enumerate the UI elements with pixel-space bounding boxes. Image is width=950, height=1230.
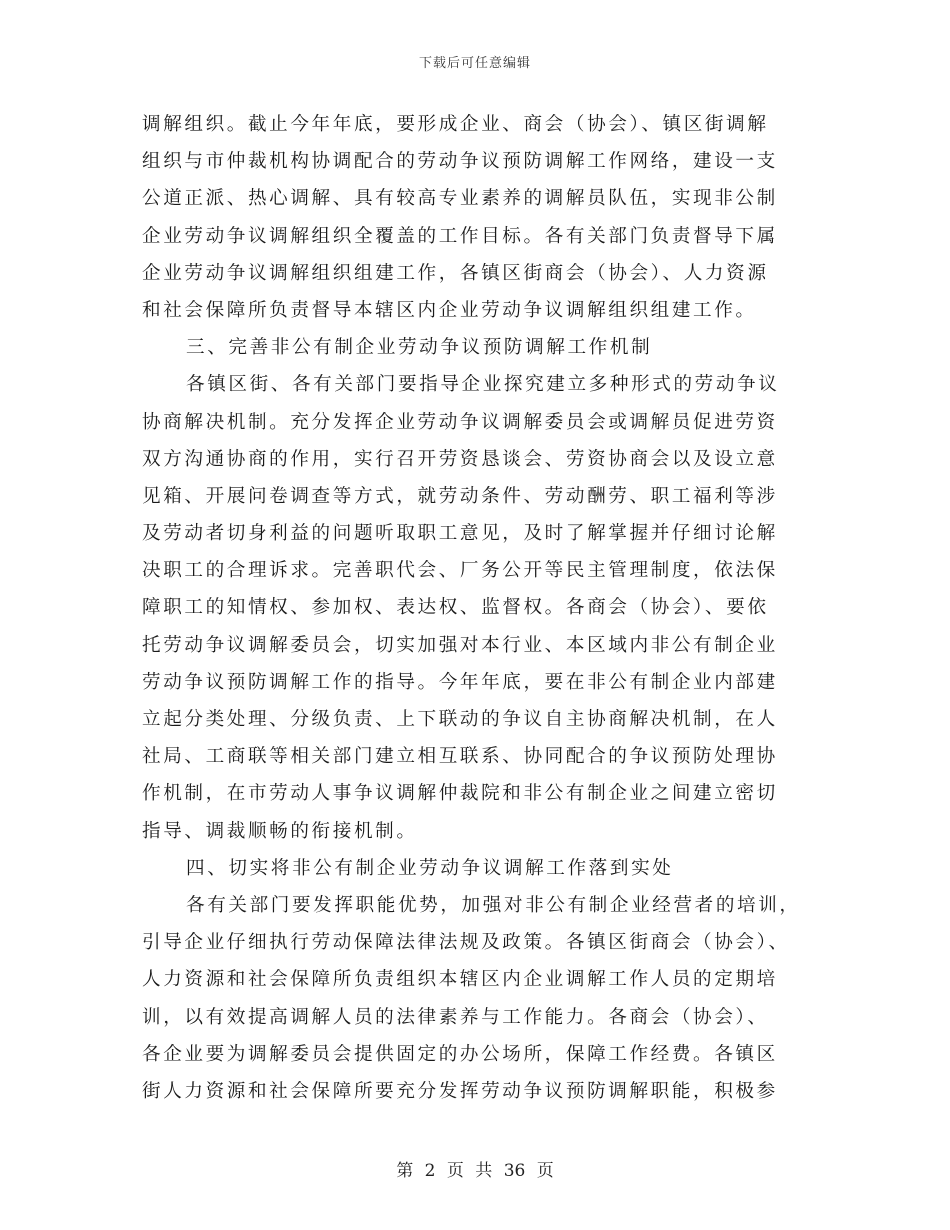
text-line: 人力资源和社会保障所负责组织本辖区内企业调解工作人员的定期培 <box>142 969 778 991</box>
paragraph-start-line: 各有关部门要发挥职能优势，加强对非公有制企业经营者的培训， <box>186 894 801 916</box>
text-line: 协商解决机制。充分发挥企业劳动争议调解委员会或调解员促进劳资 <box>142 411 778 433</box>
page-header: 下载后可任意编辑 <box>418 56 531 71</box>
text-line: 引导企业仔细执行劳动保障法律法规及政策。各镇区街商会（协会）、 <box>142 932 790 954</box>
text-line: 社局、工商联等相关部门建立相互联系、协同配合的争议预防处理协 <box>142 746 778 768</box>
page-number: 第 2 页 共 36 页 <box>396 1161 554 1181</box>
text-line: 双方沟通协商的作用，实行召开劳资恳谈会、劳资协商会以及设立意 <box>142 448 778 470</box>
text-line: 劳动争议预防调解工作的指导。今年年底，要在非公有制企业内部建 <box>142 671 778 693</box>
paragraph-start-line: 各镇区街、各有关部门要指导企业探究建立多种形式的劳动争议 <box>186 374 780 396</box>
text-line: 作机制，在市劳动人事争议调解仲裁院和非公有制企业之间建立密切 <box>142 783 778 805</box>
text-line: 障职工的知情权、参加权、表达权、监督权。各商会（协会）、要依 <box>142 597 769 619</box>
text-line: 各企业要为调解委员会提供固定的办公场所，保障工作经费。各镇区 <box>142 1043 778 1065</box>
text-line: 调解组织。截止今年年底，要形成企业、商会（协会）、镇区街调解 <box>142 114 769 135</box>
text-line: 企业劳动争议调解组织组建工作，各镇区街商会（协会）、人力资源 <box>142 262 769 284</box>
text-line: 指导、调裁顺畅的衔接机制。 <box>142 820 418 842</box>
text-line: 见箱、开展问卷调查等方式，就劳动条件、劳动酬劳、职工福利等涉 <box>142 485 778 507</box>
document-body <box>142 106 802 1110</box>
text-line: 企业劳动争议调解组织全覆盖的工作目标。各有关部门负责督导下属 <box>142 225 778 247</box>
paragraph-start-line: 三、完善非公有制企业劳动争议预防调解工作机制 <box>186 337 653 359</box>
text-line: 组织与市仲裁机构协调配合的劳动争议预防调解工作网络，建设一支 <box>142 151 778 173</box>
text-line: 立起分类处理、分级负责、上下联动的争议自主协商解决机制，在人 <box>142 709 778 730</box>
text-line: 公道正派、热心调解、具有较高专业素养的调解员队伍，实现非公制 <box>142 188 778 210</box>
text-line: 街人力资源和社会保障所要充分发挥劳动争议预防调解职能，积极参 <box>142 1080 778 1102</box>
text-line: 决职工的合理诉求。完善职代会、厂务公开等民主管理制度，依法保 <box>142 560 778 582</box>
paragraph-start-line: 四、切实将非公有制企业劳动争议调解工作落到实处 <box>186 857 674 879</box>
text-line: 托劳动争议调解委员会，切实加强对本行业、本区域内非公有制企业 <box>142 634 778 656</box>
text-line: 训，以有效提高调解人员的法律素养与工作能力。各商会（协会）、 <box>142 1006 769 1028</box>
text-line: 和社会保障所负责督导本辖区内企业劳动争议调解组织组建工作。 <box>142 299 757 321</box>
text-line: 及劳动者切身利益的问题听取职工意见，及时了解掌握并仔细讨论解 <box>142 523 778 545</box>
